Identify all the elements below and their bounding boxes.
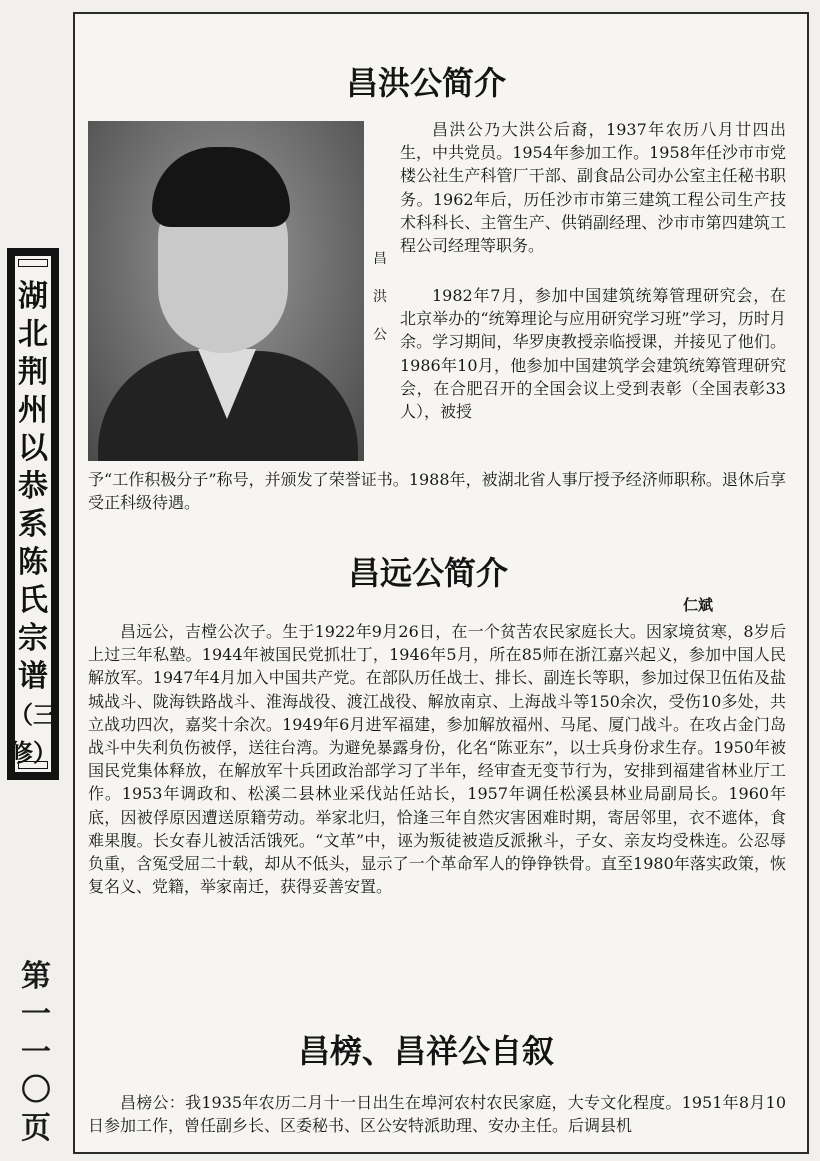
banner-top-ornament <box>18 259 48 267</box>
side-banner-inner <box>9 254 57 774</box>
page-number-char: 第 <box>21 959 51 994</box>
banner-char: 系 <box>18 507 48 542</box>
page-number-char: 一 <box>21 997 51 1032</box>
page-number-char: 页 <box>21 1111 51 1146</box>
changyuan-body: 昌远公，吉樘公次子。生于1922年9月26日，在一个贫苦农民家庭长大。因家境贫寒，8岁后上过三年私塾。1944年被国民党抓壮丁，1946年5月，所在85师在浙江嘉兴起义，参加中国人民解放军。1947年4月加入中国共产党。在部队历任战士、排长、副连长等职，参加过保卫伍佑及盐城战斗、陇海铁路战斗、淮海战役、渡江战役、解放南京、上海战斗等150余次，受伤10多处，共立战功四次，嘉奖十余次。1949年6月进军福建，参加解放福州、马尾、厦门战斗。在攻占金门岛战斗中失利负伤被俘，送往台湾。为避免暴露身份，化名“陈亚东”，以士兵身份求生存。1950年被国民党集体释放，在解放军十兵团政治部学习了半年，经审查无变节行为，安排到福建省林业厅工作。1953年调政和、松溪二县林业采伐站任站长，1957年调任松溪县林业局副局长。1960年底，因被俘原因遭送原籍劳动。举家北归，恰逢三年自然灾害困难时期，寄居邻里，衣不遮体，食难果腹。长女春儿被活活饿死。“文革”中，诬为叛徒被造反派揪斗，子女、亲友均受株连。公忍辱负重，含冤受屈二十载，却从不低头，显示了一个革命军人的铮铮铁骨。直至1980年落实政策，恢复名义、党籍，举家南迁，获得妥善安置。 <box>88 622 786 897</box>
banner-char: 恭 <box>18 469 48 504</box>
page-number-char: 〇 <box>21 1073 51 1108</box>
banner-char: 氏 <box>18 583 48 618</box>
banner-char: 修） <box>9 738 57 767</box>
banner-char: 宗 <box>18 621 48 656</box>
banner-bottom-ornament <box>18 761 48 769</box>
page-number <box>18 958 54 1148</box>
changhong-paragraph-2-continued: 予“工作积极分子”称号，并颁发了荣誉证书。1988年，被湖北省人事厅授予经济师职称。退休后享受正科级待遇。 <box>88 470 786 513</box>
section-title-changbang: 昌榜、昌祥公自叙 <box>298 1032 555 1070</box>
changbang-body: 昌榜公：我1935年农历二月十一日出生在埠河农村农民家庭，大专文化程度。1951年8月10日参加工作，曾任副乡长、区委秘书、区公安特派助理、安办主任。后调县机 <box>88 1093 786 1136</box>
caption-char: 昌 <box>373 251 387 267</box>
banner-char: 陈 <box>18 545 48 580</box>
banner-char: 州 <box>18 393 48 428</box>
side-banner <box>7 248 59 780</box>
photo-caption <box>370 240 390 354</box>
caption-char: 洪 <box>373 289 387 305</box>
changhong-paragraph-1: 昌洪公乃大洪公后裔，1937年农历八月廿四出生，中共党员。1954年参加工作。1958年任沙市市党楼公社生产科管厂干部、副食品公司办公室主任秘书职务。1962年后，历任沙市市第三建筑工程公司生产技术科科长、主管生产、供销副经理、沙市市第四建筑工程公司经理等职务。 <box>400 120 786 256</box>
portrait-photo <box>88 121 364 461</box>
page-number-char: 一 <box>21 1035 51 1070</box>
banner-char: （三 <box>9 700 57 729</box>
caption-char: 公 <box>373 327 387 343</box>
photo-hair <box>152 147 290 227</box>
banner-char: 荆 <box>18 355 48 390</box>
section-title-changyuan: 昌远公简介 <box>348 554 509 592</box>
changhong-paragraph-2: 1982年7月，参加中国建筑统筹管理研究会，在北京举办的“统筹理论与应用研究学习班”学习，历时月余。学习期间，华罗庚教授亲临授课，并接见了他们。1986年10月，他参加中国建筑学会建筑统筹管理研究会，在合肥召开的全国会议上受到表彰（全国表彰33人），被授 <box>400 286 786 422</box>
section-title-changhong: 昌洪公简介 <box>346 64 507 102</box>
banner-char: 以 <box>18 431 48 466</box>
banner-char: 北 <box>18 317 48 352</box>
author-name: 仁斌 <box>683 596 714 614</box>
banner-char: 湖 <box>18 279 48 314</box>
banner-char: 谱 <box>18 659 48 694</box>
